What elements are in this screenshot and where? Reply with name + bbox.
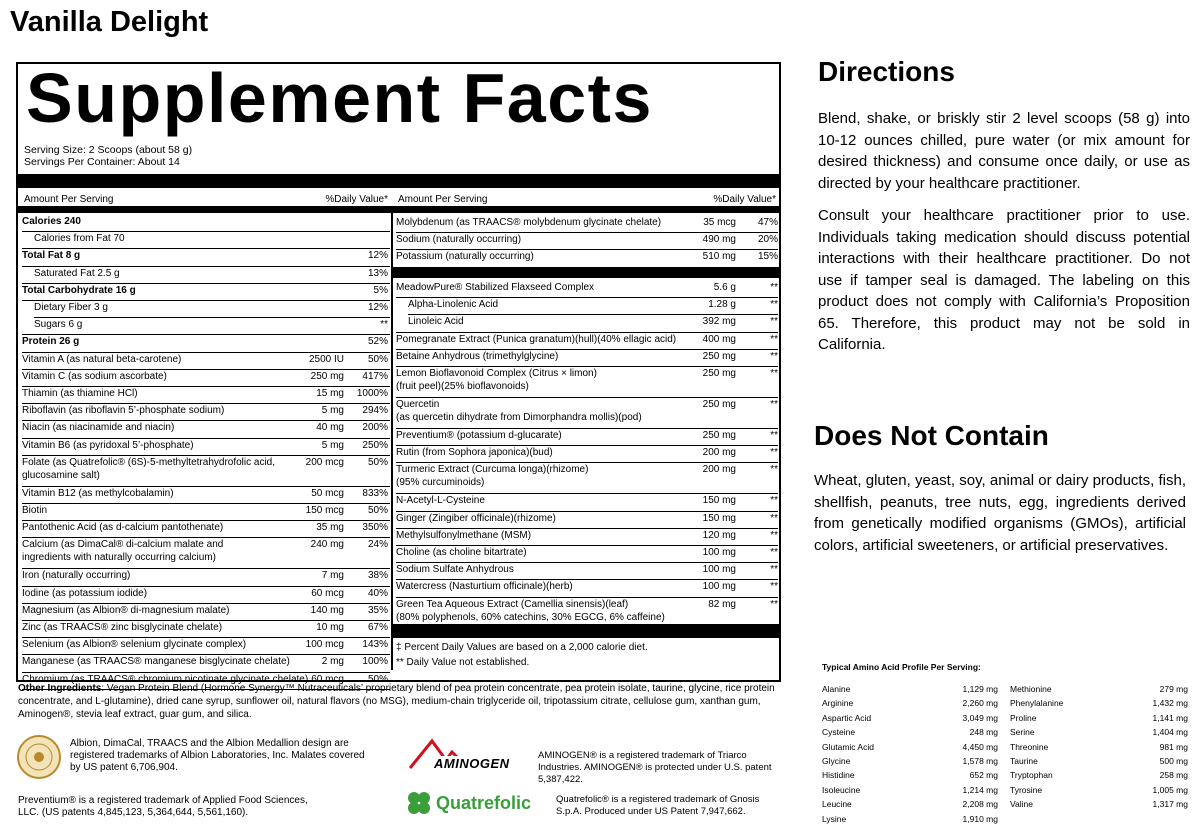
amino-name: Tryptophan <box>1010 770 1053 781</box>
nutrient-dv: ** <box>770 350 778 362</box>
nutrient-row <box>22 486 390 503</box>
amino-name: Histidine <box>822 770 855 781</box>
nutrient-name: MeadowPure® Stabilized Flaxseed Complex <box>396 282 595 293</box>
amino-name: Cysteine <box>822 727 856 738</box>
amino-name: Tyrosine <box>1010 784 1043 795</box>
amino-name: Alanine <box>822 684 851 694</box>
nutrient-dv: ** <box>770 430 778 441</box>
nutrient-row <box>22 317 390 334</box>
nutrient-name: Preventium® (potassium d-glucarate) <box>396 430 562 441</box>
nutrient-name: Thiamin (as thiamine HCl) <box>22 388 138 399</box>
left-amount-header: Amount Per Serving <box>24 194 114 205</box>
nutrient-row <box>396 445 778 462</box>
right-dv-header: %Daily Value* <box>713 194 776 205</box>
nutrient-name: Sugars 6 g <box>34 319 83 331</box>
nutrient-row <box>396 366 778 397</box>
right-column-header <box>398 194 776 205</box>
nutrient-row <box>22 420 390 437</box>
nutrient-name: Ginger (Zingiber officinale)(rhizome) <box>396 512 556 524</box>
nutrient-dv: 24% <box>367 539 388 551</box>
nutrient-name-line2: (95% curcuminoids) <box>396 477 485 489</box>
amino-name: Isoleucine <box>822 784 861 795</box>
consult-text: Consult your healthcare practitioner prior to use. Individuals taking medication should discuss potential interactions with their healthcare practitioner. Do not use if tamper seal is damaged. The labeling on this product does not comply with California’s Proposition 65. Therefore, this product may not be sold in California. <box>818 207 1190 353</box>
amino-value: 248 mg <box>969 727 998 738</box>
nutrient-dv: ** <box>770 368 778 379</box>
nutrient-amount: 400 mg <box>702 333 736 345</box>
nutrient-name: Green Tea Aqueous Extract (Camellia sinensis)(leaf) <box>396 598 629 610</box>
nutrient-row <box>396 562 778 579</box>
nutrient-row <box>22 455 390 486</box>
preventium-note: Preventium® is a registered trademark of Applied Food Sciences, LLC. (US patents 4,845,123, 5,364,644, 5,561,160). <box>18 795 308 818</box>
nutrient-name: Magnesium (as Albion® di-magnesium malate) <box>22 604 230 616</box>
nutrient-row <box>396 349 778 366</box>
nutrient-row <box>396 297 778 314</box>
nutrient-name: Protein 26 g <box>22 336 80 348</box>
nutrient-dv: ** <box>770 547 778 558</box>
nutrient-dv: ** <box>770 316 778 328</box>
nutrient-row <box>396 528 778 545</box>
nutrient-row <box>396 597 778 628</box>
nutrient-row <box>396 579 778 596</box>
nutrient-row <box>396 215 778 232</box>
nutrient-name: Vitamin B6 (as pyridoxal 5’-phosphate) <box>22 439 194 451</box>
nutrient-row <box>22 369 390 386</box>
nutrient-name: Sodium (naturally occurring) <box>396 234 522 246</box>
nutrient-amount: 250 mg <box>702 350 736 362</box>
amino-value: 258 mg <box>1159 770 1188 781</box>
albion-seal-icon <box>16 734 62 780</box>
nutrient-dv: 417% <box>362 370 388 382</box>
nutrient-dv: ** <box>770 598 778 610</box>
nutrient-amount: 35 mcg <box>703 217 736 228</box>
nutrient-amount: 250 mg <box>702 430 736 441</box>
nutrient-name: Alpha-Linolenic Acid <box>408 299 499 311</box>
nutrient-amount: 250 mg <box>310 370 344 382</box>
nutrient-row <box>22 620 390 637</box>
nutrient-amount: 100 mg <box>702 547 736 558</box>
nutrient-amount: 82 mg <box>708 598 736 610</box>
left-dv-header: %Daily Value* <box>325 194 388 205</box>
nutrient-amount: 392 mg <box>702 316 736 328</box>
nutrient-amount: 200 mg <box>702 464 736 476</box>
nutrient-row <box>396 428 778 445</box>
amino-name: Lysine <box>822 813 847 824</box>
nutrient-row <box>22 300 390 317</box>
nutrient-amount: 150 mcg <box>305 505 344 516</box>
nutrient-name: Chromium (as TRAACS® chromium nicotinate glycinate chelate) <box>22 673 309 685</box>
nutrient-name: Folate (as Quatrefolic® (6S)-5-methyltetrahydrofolic acid, <box>22 456 276 468</box>
amino-value: 1,404 mg <box>1152 727 1188 738</box>
nutrient-name: Niacin (as niacinamide and niacin) <box>22 422 175 434</box>
nutrient-row <box>396 397 778 428</box>
left-column-header <box>24 194 388 205</box>
nutrient-dv: 12% <box>367 302 388 313</box>
nutrient-row <box>22 438 390 455</box>
nutrient-name: Sodium Sulfate Anhydrous <box>396 564 514 576</box>
nutrient-name: Pomegranate Extract (Punica granatum)(hull)(40% ellagic acid) <box>396 333 677 345</box>
product-name: Vanilla Delight <box>10 6 209 38</box>
nutrient-name: Riboflavin (as riboflavin 5’-phosphate sodium) <box>22 405 225 417</box>
nutrient-dv: 100% <box>362 656 388 668</box>
nutrient-dv: ** <box>770 512 778 524</box>
nutrient-dv: 38% <box>367 570 388 582</box>
nutrient-name: Calories from Fat 70 <box>34 233 125 245</box>
nutrient-dv: 67% <box>367 622 388 633</box>
nutrient-row <box>22 214 390 231</box>
nutrient-dv: 1000% <box>356 388 388 399</box>
amino-value: 1,578 mg <box>962 756 998 766</box>
nutrient-row <box>22 603 390 620</box>
other-ingredients <box>18 682 788 721</box>
nutrient-amount: 200 mg <box>702 447 736 459</box>
nutrient-row <box>22 568 390 585</box>
nutrient-name: Potassium (naturally occurring) <box>396 251 534 263</box>
nutrient-amount: 140 mg <box>310 604 344 616</box>
nutrient-name: Pantothenic Acid (as d-calcium pantothenate) <box>22 522 224 534</box>
nutrient-dv: ** <box>770 581 778 593</box>
nutrient-amount: 100 mg <box>702 581 736 593</box>
nutrient-name: Dietary Fiber 3 g <box>34 302 108 313</box>
nutrient-row <box>22 403 390 420</box>
nutrient-amount: 250 mg <box>702 368 736 379</box>
amino-name: Phenylalanine <box>1010 698 1064 709</box>
nutrient-name-line2: (fruit peel)(25% bioflavonoids) <box>396 381 529 392</box>
amino-name: Threonine <box>1010 741 1049 752</box>
amino-name: Taurine <box>1010 756 1038 766</box>
nutrient-amount: 100 mg <box>702 564 736 576</box>
nutrient-name-line2: (80% polyphenols, 60% catechins, 30% EGCG, 6% caffeine) <box>396 611 665 623</box>
nutrient-amount: 15 mg <box>316 388 344 399</box>
nutrient-amount: 2500 IU <box>308 353 344 365</box>
nutrient-name: Vitamin C (as sodium ascorbate) <box>22 370 167 382</box>
nutrient-row <box>22 586 390 603</box>
nutrient-name: Calories 240 <box>22 216 81 227</box>
nutrient-dv: 52% <box>367 336 388 348</box>
nutrient-row <box>22 537 390 568</box>
nutrient-name: Quercetin <box>396 399 440 410</box>
nutrient-name: Choline (as choline bitartrate) <box>396 547 527 558</box>
clover-icon <box>404 788 434 818</box>
nutrient-row <box>396 511 778 528</box>
nutrient-row <box>22 503 390 520</box>
nutrient-name: Total Fat 8 g <box>22 250 81 262</box>
nutrient-name: Biotin <box>22 505 48 516</box>
amino-value: 279 mg <box>1159 684 1188 694</box>
nutrient-amount: 10 mg <box>316 622 344 633</box>
nutrient-name: Lemon Bioflavonoid Complex (Citrus × limon) <box>396 368 597 379</box>
nutrient-name: Selenium (as Albion® selenium glycinate complex) <box>22 639 247 651</box>
nutrient-dv: ** <box>770 399 778 410</box>
nutrient-name: Turmeric Extract (Curcuma longa)(rhizome) <box>396 464 589 476</box>
footnote-dv: ** Daily Value not established. <box>396 657 530 668</box>
nutrient-dv: ** <box>770 464 778 476</box>
nutrient-dv: ** <box>770 564 778 576</box>
nutrient-amount: 60 mcg <box>311 673 344 685</box>
nutrient-dv: 15% <box>757 251 778 263</box>
nutrient-name: Zinc (as TRAACS® zinc bisglycinate chelate) <box>22 622 223 633</box>
nutrient-amount: 50 mcg <box>311 487 344 499</box>
nutrient-name: N-Acetyl-L-Cysteine <box>396 495 485 507</box>
nutrient-dv: ** <box>770 299 778 311</box>
nutrient-amount: 2 mg <box>321 656 344 668</box>
nutrient-row <box>22 637 390 654</box>
nutrient-row <box>22 283 390 300</box>
amino-value: 652 mg <box>969 770 998 781</box>
amino-value: 500 mg <box>1159 756 1188 766</box>
supplement-facts-panel <box>16 59 781 685</box>
nutrient-name: Linoleic Acid <box>408 316 464 328</box>
nutrient-amount: 200 mcg <box>305 456 344 468</box>
nutrient-row <box>22 352 390 369</box>
amino-value: 1,141 mg <box>1152 712 1188 723</box>
amino-value: 1,129 mg <box>962 684 998 694</box>
nutrient-dv: 833% <box>362 487 388 499</box>
amino-value: 981 mg <box>1159 741 1188 752</box>
nutrient-amount: 250 mg <box>702 399 736 410</box>
nutrient-name: Total Carbohydrate 16 g <box>22 284 136 296</box>
does-not-contain-title: Does Not Contain <box>814 420 1049 451</box>
nutrient-amount: 5 mg <box>321 405 344 417</box>
nutrient-name: Iodine (as potassium iodide) <box>22 587 148 599</box>
nutrient-name: Calcium (as DimaCal® di-calcium malate and <box>22 539 224 551</box>
nutrient-name: Saturated Fat 2.5 g <box>34 267 120 279</box>
amino-name: Glycine <box>822 756 851 766</box>
facts-title: Supplement Facts <box>26 59 653 137</box>
nutrient-amount: 5.6 g <box>713 282 736 293</box>
serving-size: Serving Size: 2 Scoops (about 58 g) <box>24 144 193 156</box>
nutrient-dv: ** <box>770 447 778 459</box>
nutrient-row <box>396 462 778 493</box>
nutrient-dv: ** <box>770 333 778 345</box>
nutrient-dv: ** <box>380 319 388 331</box>
nutrient-dv: ** <box>770 529 778 541</box>
thick-rule-top <box>18 174 779 188</box>
nutrient-row <box>396 545 778 562</box>
aminogen-note: AMINOGEN® is a registered trademark of Triarco Industries. AMINOGEN® is protected under U.S. patent 5,387,422. <box>538 750 772 785</box>
other-ingredients-label: Other Ingredients <box>18 683 102 694</box>
thick-rule-mid <box>18 206 779 213</box>
nutrient-row <box>396 249 778 266</box>
nutrient-amount: 40 mg <box>316 422 344 434</box>
nutrient-dv: ** <box>770 282 778 293</box>
albion-note: Albion, DimaCal, TRAACS and the Albion Medallion design are registered trademarks of Albion Laboratories, Inc. Malates covered by US patent 6,706,904. <box>70 738 365 773</box>
amino-name: Leucine <box>822 799 852 810</box>
amino-value: 1,910 mg <box>962 813 998 824</box>
does-not-contain-text: Wheat, gluten, yeast, soy, animal or dairy products, fish, shellfish, peanuts, tree nuts, egg, ingredients derived from genetically modified organisms (GMOs), artificial colors, artificial sweeteners, or artificial preservatives. <box>814 472 1186 554</box>
amino-name: Serine <box>1010 727 1035 738</box>
nutrient-dv: 200% <box>362 422 388 434</box>
nutrient-name: Rutin (from Sophora japonica)(bud) <box>396 447 553 459</box>
nutrient-row <box>22 248 390 265</box>
nutrient-dv: 40% <box>367 587 388 599</box>
nutrient-dv: 5% <box>373 284 388 296</box>
amino-name: Glutamic Acid <box>822 741 874 752</box>
nutrient-amount: 490 mg <box>702 234 736 246</box>
other-ingredients-text: : Vegan Protein Blend (Hormone Synergy™ Nutraceuticals’ proprietary blend of pea protein concentrate, pea protein isolate, taurine, glycine, rice protein concentrate, and L-glutamine), dried cane syrup, sunflower oil, natural flavors (no MSG), medium-chain triglyceride oil, tripotassium citrate, cellulose gum, xanthan gum, Aminogen®, stevia leaf extract, guar gum, and silica. <box>18 683 775 720</box>
nutrient-dv: 50% <box>367 673 388 685</box>
directions-text: Blend, shake, or briskly stir 2 level scoops (58 g) into 10-12 ounces chilled, pure water (or mix amount for desired thickness) and consume once daily, or use as directed by your healthcare practitioner. <box>818 110 1190 192</box>
nutrient-row <box>22 266 390 283</box>
right-amount-header: Amount Per Serving <box>398 194 488 205</box>
nutrient-amount: 5 mg <box>321 439 344 451</box>
nutrient-name: Vitamin A (as natural beta-carotene) <box>22 353 182 365</box>
nutrient-name-line2: ingredients with naturally occurring calcium) <box>22 552 216 564</box>
nutrient-amount: 150 mg <box>702 512 736 524</box>
nutrient-row <box>396 493 778 510</box>
nutrient-dv: 294% <box>362 405 388 417</box>
amino-name: Arginine <box>822 698 854 709</box>
nutrient-dv: 50% <box>367 505 388 516</box>
nutrient-dv: ** <box>770 495 778 507</box>
amino-name: Proline <box>1010 712 1037 723</box>
nutrient-amount: 100 mcg <box>305 639 344 651</box>
nutrient-name-line2: glucosamine salt) <box>22 469 100 481</box>
nutrient-name: Vitamin B12 (as methylcobalamin) <box>22 487 174 499</box>
nutrient-name: Betaine Anhydrous (trimethylglycine) <box>396 350 559 362</box>
nutrient-row <box>396 280 778 297</box>
nutrient-dv: 250% <box>362 439 388 451</box>
amino-value: 1,214 mg <box>962 784 998 795</box>
amino-value: 2,260 mg <box>962 698 998 709</box>
nutrient-name: Methylsulfonylmethane (MSM) <box>396 529 532 541</box>
nutrient-amount: 150 mg <box>702 495 736 507</box>
nutrient-name: Molybdenum (as TRAACS® molybdenum glycinate chelate) <box>396 217 662 228</box>
nutrient-name: Manganese (as TRAACS® manganese bisglycinate chelate) <box>22 656 290 668</box>
footnote-percent: ‡ Percent Daily Values are based on a 2,000 calorie diet. <box>396 642 648 653</box>
nutrient-row <box>22 334 390 351</box>
nutrient-dv: 50% <box>367 456 388 468</box>
nutrient-name: Watercress (Nasturtium officinale)(herb) <box>396 581 573 593</box>
nutrient-row <box>22 231 390 248</box>
amino-name: Aspartic Acid <box>822 712 872 723</box>
nutrient-row <box>396 232 778 249</box>
amino-value: 3,049 mg <box>962 712 998 723</box>
nutrient-amount: 510 mg <box>702 251 736 263</box>
amino-title: Typical Amino Acid Profile Per Serving: <box>822 662 981 672</box>
nutrient-amount: 60 mcg <box>311 587 344 599</box>
nutrient-dv: 50% <box>367 353 388 365</box>
servings-per-container: Servings Per Container: About 14 <box>24 156 180 168</box>
quatrefolic-note: Quatrefolic® is a registered trademark of Gnosis S.p.A. Produced under US Patent 7,947,662. <box>556 794 760 817</box>
amino-name: Methionine <box>1010 684 1052 694</box>
thick-rule-right-b <box>392 624 779 638</box>
nutrient-row <box>22 520 390 537</box>
nutrient-dv: 47% <box>757 217 778 228</box>
nutrient-dv: 143% <box>362 639 388 651</box>
directions-title: Directions <box>818 56 955 87</box>
nutrient-dv: 13% <box>367 267 388 279</box>
serving-info <box>24 144 192 168</box>
amino-value: 1,005 mg <box>1152 784 1188 795</box>
quatrefolic-logo-text: Quatrefolic <box>436 793 532 813</box>
nutrient-dv: 35% <box>367 604 388 616</box>
amino-value: 4,450 mg <box>962 741 998 752</box>
nutrient-dv: 12% <box>367 250 388 262</box>
amino-value: 2,208 mg <box>962 799 998 810</box>
aminogen-logo-text: AMINOGEN <box>434 756 510 771</box>
nutrient-amount: 7 mg <box>321 570 344 582</box>
amino-name: Valine <box>1010 799 1033 810</box>
amino-value: 1,317 mg <box>1152 799 1188 810</box>
nutrient-dv: 350% <box>362 522 388 534</box>
nutrient-name-line2: (as quercetin dihydrate from Dimorphandra mollis)(pod) <box>396 412 642 423</box>
nutrient-dv: 20% <box>757 234 778 246</box>
nutrient-row <box>396 314 778 331</box>
nutrient-amount: 120 mg <box>702 529 736 541</box>
nutrient-name: Iron (naturally occurring) <box>22 570 131 582</box>
nutrient-amount: 240 mg <box>310 539 344 551</box>
nutrient-row <box>396 332 778 349</box>
nutrient-amount: 35 mg <box>316 522 344 534</box>
nutrient-amount: 1.28 g <box>708 299 736 311</box>
nutrient-row <box>22 654 390 671</box>
footnotes <box>396 640 648 670</box>
amino-value: 1,432 mg <box>1152 698 1188 709</box>
nutrient-row <box>22 386 390 403</box>
thick-rule-right-a <box>392 267 779 278</box>
